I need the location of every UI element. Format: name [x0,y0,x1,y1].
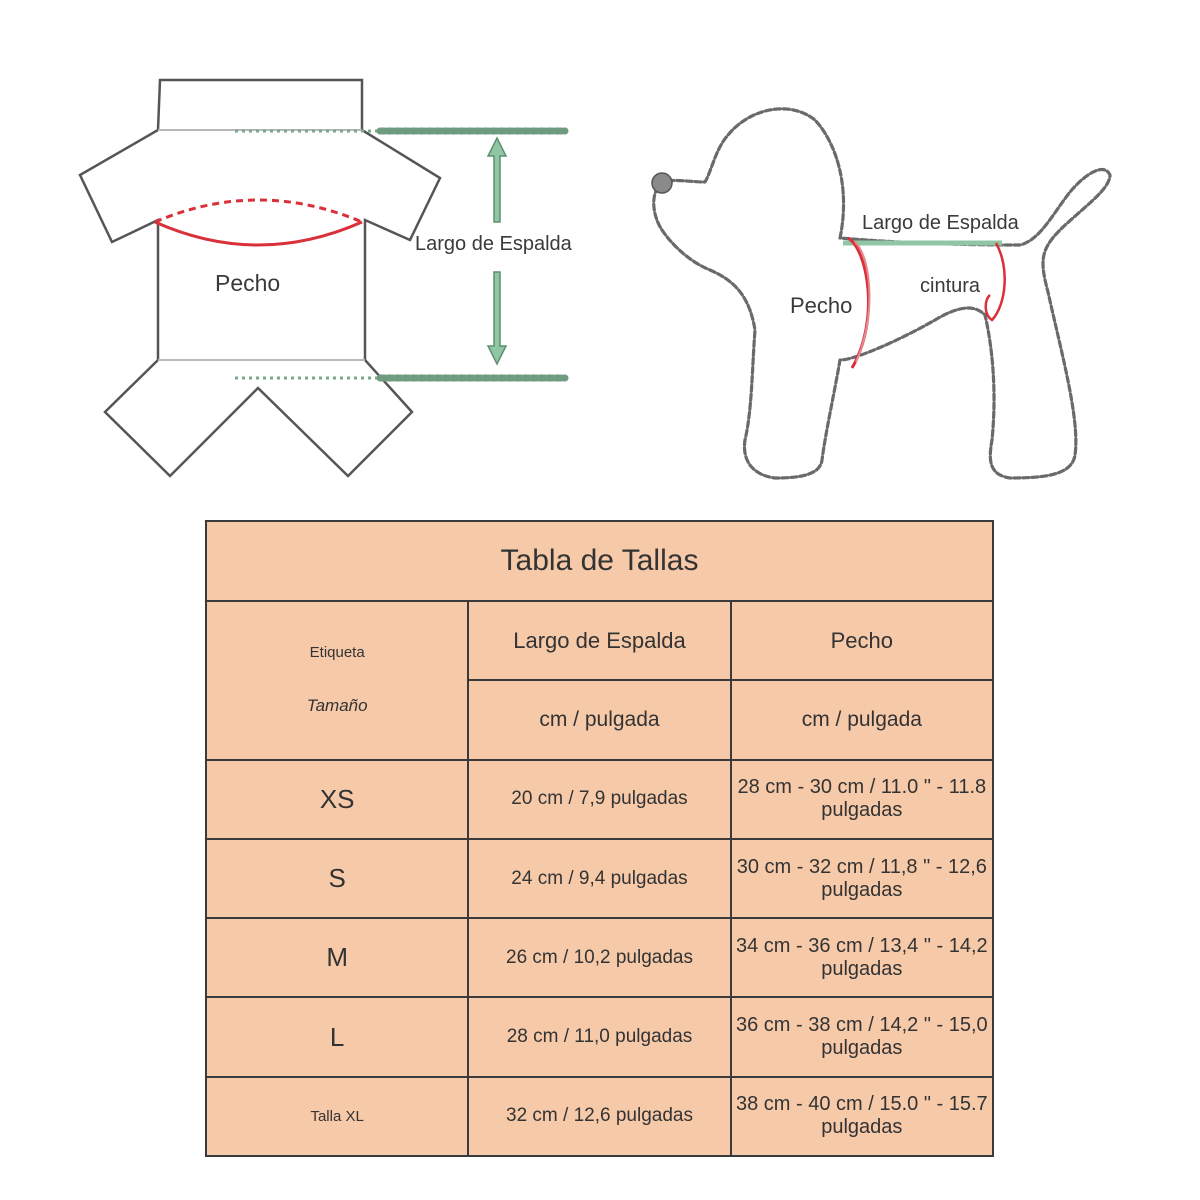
chest-cell: 38 cm - 40 cm / 15.0 " - 15.7 pulgadas [731,1077,993,1156]
table-row [206,997,993,1076]
back-length-cell: 20 cm / 7,9 pulgadas [468,760,730,839]
size-tag-header [206,601,468,759]
dog-outline [654,109,1110,478]
dog-waist-label: cintura [920,275,981,297]
table-row [206,760,993,839]
dog-chest-label: Pecho [790,293,853,318]
size-cell: XS [206,760,468,839]
back-length-cell: 28 cm / 11,0 pulgadas [468,997,730,1076]
back-length-arrow-up [488,138,506,222]
dog-waist-measure-curve [986,243,1005,320]
table-row [206,1077,993,1156]
chest-header: Pecho [731,601,993,680]
garment-back-length-label: Largo de Espalda [415,233,572,255]
garment-chest-label: Pecho [215,270,281,296]
back-length-cell: 26 cm / 10,2 pulgadas [468,918,730,997]
back-length-cell: 24 cm / 9,4 pulgadas [468,839,730,918]
table-row [206,839,993,918]
chest-cell: 28 cm - 30 cm / 11.0 " - 11.8 pulgadas [731,760,993,839]
size-cell: S [206,839,468,918]
size-label-header: Tamaño [306,696,368,716]
size-cell: Talla XL [206,1077,468,1156]
chest-cell: 30 cm - 32 cm / 11,8 " - 12,6 pulgadas [731,839,993,918]
back-length-arrow-down [488,272,506,364]
size-chart-table [205,520,994,1157]
measurement-diagrams [0,0,1200,510]
back-length-header: Largo de Espalda [468,601,730,680]
back-unit-header: cm / pulgada [468,680,730,759]
table-header-row [206,601,993,680]
table-title: Tabla de Tallas [206,521,993,601]
dog-back-length-label: Largo de Espalda [862,212,1019,234]
dog-nose-icon [652,173,672,193]
chest-cell: 36 cm - 38 cm / 14,2 " - 15,0 pulgadas [731,997,993,1076]
table-title-row [206,521,993,601]
table-row [206,918,993,997]
size-cell: L [206,997,468,1076]
back-length-cell: 32 cm / 12,6 pulgadas [468,1077,730,1156]
tag-label: Etiqueta [309,644,365,662]
chest-unit-header: cm / pulgada [731,680,993,759]
size-cell: M [206,918,468,997]
chest-cell: 34 cm - 36 cm / 13,4 " - 14,2 pulgadas [731,918,993,997]
